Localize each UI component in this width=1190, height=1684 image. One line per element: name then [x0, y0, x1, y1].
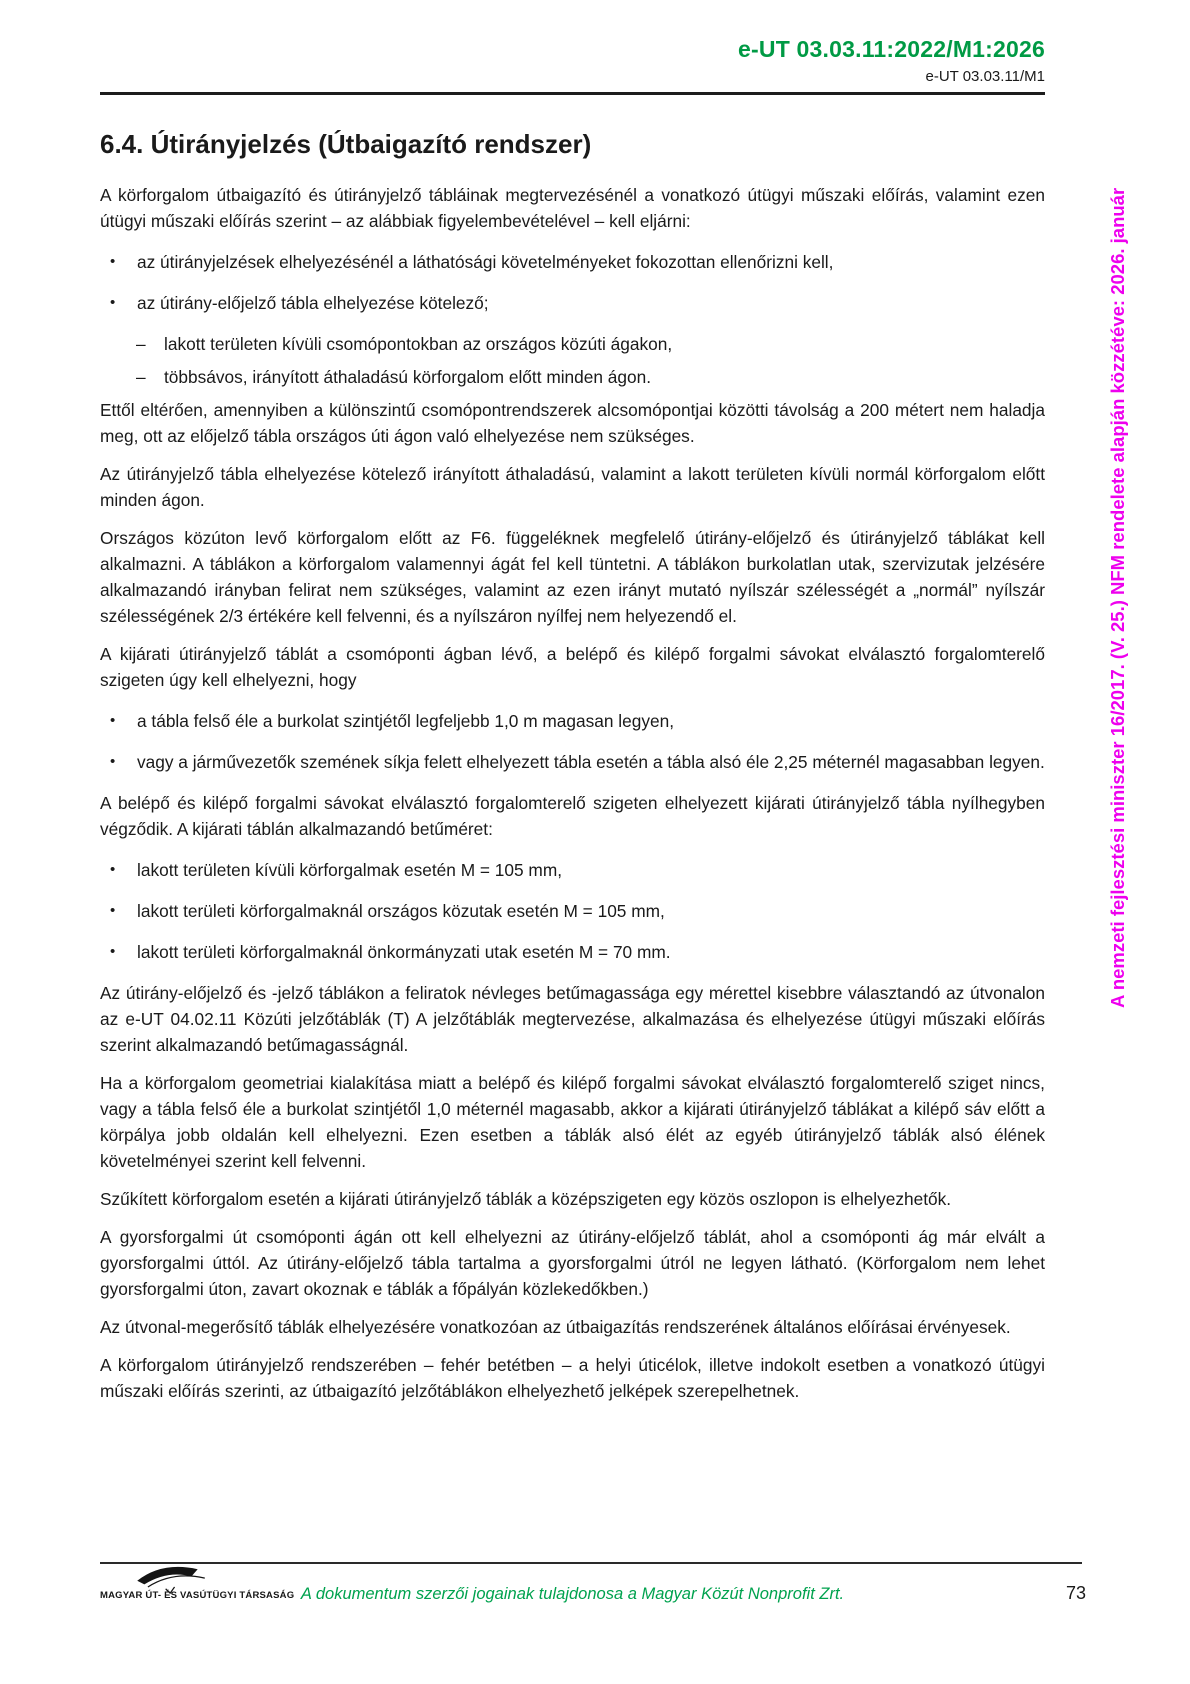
bullet-item [110, 939, 1045, 965]
paragraph: Az útirányjelző tábla elhelyezése kötelező irányított áthaladású, valamint a lakott területen kívüli normál körforgalom előtt minden ágon. [100, 464, 1045, 510]
page-header [100, 0, 1045, 85]
paragraph: Ettől eltérően, amennyiben a különszintű csomópontrendszerek alcsomópontjai közötti távolság a 200 métert nem haladja meg, ott az előjelző tábla országos úti ágon való elhelyezése nem szükséges. [100, 400, 1045, 446]
item-text: a tábla felső éle a burkolat szintjétől legfeljebb 1,0 m magasan legyen, [137, 711, 675, 731]
org-name: MAGYAR ÚT- ÉS VASÚTÜGYI TÁRSASÁG [100, 1590, 295, 1601]
paragraph: A gyorsforgalmi út csomóponti ágán ott kell elhelyezni az útirány-előjelző táblát, ahol a csomóponti ág már elvált a gyorsforgalmi úttól. Az útirány-előjelző tábla tartalma a gyorsforgalmi útról ne legyen látható. (Körforgalom nem lehet gyorsforgalmi úton, zavart okoznak e táblák a főpályán közlekedőkben.) [100, 1227, 1045, 1299]
bullet-marker: • [110, 294, 116, 311]
document-body [100, 182, 1045, 1404]
dash-item [136, 364, 1045, 390]
page-number: 73 [1065, 1583, 1086, 1603]
paragraph: A kijárati útirányjelző táblát a csomóponti ágban lévő, a belépő és kilépő forgalmi sávokat elválasztó forgalomterelő szigeten úgy kell elhelyezni, hogy [100, 644, 1045, 690]
paragraph: Az útvonal-megerősítő táblák elhelyezésére vonatkozóan az útbaigazítás rendszerének általános előírásai érvényesek. [100, 1317, 1011, 1337]
dash-item [136, 331, 1045, 357]
bullet-item [110, 898, 1045, 924]
section-title: 6.4. Útirányjelzés (Útbaigazító rendszer) [100, 129, 592, 159]
bullet-marker: • [110, 712, 116, 729]
item-text: lakott területi körforgalmaknál önkormányzati utak esetén M = 70 mm. [137, 942, 671, 962]
item-text: lakott területen kívüli csomópontokban az országos közúti ágakon, [164, 334, 673, 354]
bullet-item [110, 749, 1045, 775]
paragraph: Szűkített körforgalom esetén a kijárati útirányjelző táblák a középszigeten egy közös oszlopon is elhelyezhetők. [100, 1189, 952, 1209]
item-text: többsávos, irányított áthaladású körforgalom előtt minden ágon. [164, 367, 652, 387]
item-text: az útirányjelzések elhelyezésénél a láthatósági követelményeket fokozottan ellenőrizni kell, [137, 252, 834, 272]
bullet-marker: • [110, 943, 116, 960]
bullet-item [110, 290, 1045, 316]
paragraph: A körforgalom útirányjelző rendszerében – fehér betétben – a helyi úticélok, illetve indokolt esetben a vonatkozó útügyi műszaki előírás szerinti, az útbaigazító jelzőtáblákon elhelyezhető jelképek szerepelhetnek. [100, 1355, 1045, 1401]
item-text: vagy a járművezetők szemének síkja felett elhelyezett tábla esetén a tábla alsó éle 2,25 méternél magasabban legyen. [137, 752, 1045, 772]
item-text: lakott területi körforgalmaknál országos közutak esetén M = 105 mm, [137, 901, 665, 921]
header-rule [100, 92, 1045, 95]
bullet-item [110, 708, 1045, 734]
doc-id-secondary: e-UT 03.03.11/M1 [925, 68, 1045, 85]
footer-rule [100, 1562, 1082, 1564]
copyright-text: A dokumentum szerzői jogainak tulajdonosa a Magyar Közút Nonprofit Zrt. [300, 1585, 845, 1603]
paragraph: A belépő és kilépő forgalmi sávokat elválasztó forgalomterelő szigeten elhelyezett kijárati útirányjelző tábla nyílhegyben végződik. A kijárati táblán alkalmazandó betűméret: [100, 793, 1045, 839]
bullet-marker: • [110, 861, 116, 878]
doc-id-primary: e-UT 03.03.11:2022/M1:2026 [738, 36, 1045, 62]
bullet-item [110, 857, 1045, 883]
dash-marker: – [136, 334, 146, 354]
paragraph: Országos közúton levő körforgalom előtt az F6. függeléknek megfelelő útirány-előjelző és útirányjelző táblákat kell alkalmazni. A táblákon a körforgalom valamennyi ágát fel kell tüntetni. A táblákon burkolatlan utak, szervizutak jelzésére alkalmazandó irányban felirat nem szükséges, valamint az ezen irányt mutató nyílszár szélességét a „normál” nyílszár szélességének 2/3 értékére kell felvenni, és a nyílszáron nyílfej nem helyezendő el. [100, 528, 1045, 626]
bullet-item [110, 249, 1045, 275]
item-text: lakott területen kívüli körforgalmak esetén M = 105 mm, [137, 860, 563, 880]
bullet-marker: • [110, 753, 116, 770]
paragraph: Ha a körforgalom geometriai kialakítása miatt a belépő és kilépő forgalmi sávokat elválasztó forgalomterelő sziget nincs, vagy a tábla felső éle a burkolat szintjétől 1,0 méternél magasabb, akkor a kijárati útirányjelző táblákat a kilépő sáv előtt a körpálya jobb oldalán kell elhelyezni. Ezen esetben a táblák alsó élét az egyéb útirányjelző táblák alsó élének követelményei szerint kell felvenni. [100, 1073, 1045, 1171]
bullet-marker: • [110, 902, 116, 919]
paragraph: Az útirány-előjelző és -jelző táblákon a feliratok névleges betűmagassága egy mérettel kisebbre választandó az útvonalon az e-UT 04.02.11 Közúti jelzőtáblák (T) A jelzőtáblák megtervezése, alkalmazása és elhelyezése útügyi műszaki előírás szerint alkalmazandó betűmagasságnál. [100, 983, 1045, 1055]
side-note-vertical: A nemzeti fejlesztési miniszter 16/2017. (V. 25.) NFM rendelete alapján közzétéve: 2026. január [1107, 187, 1128, 1008]
paragraph: A körforgalom útbaigazító és útirányjelző tábláinak megtervezésénél a vonatkozó útügyi műszaki előírás, valamint ezen útügyi műszaki előírás szerint – az alábbiak figyelembevételével – kell eljárni: [100, 185, 1045, 231]
bullet-marker: • [110, 253, 116, 270]
item-text: az útirány-előjelző tábla elhelyezése kötelező; [137, 293, 489, 313]
dash-marker: – [136, 367, 146, 387]
